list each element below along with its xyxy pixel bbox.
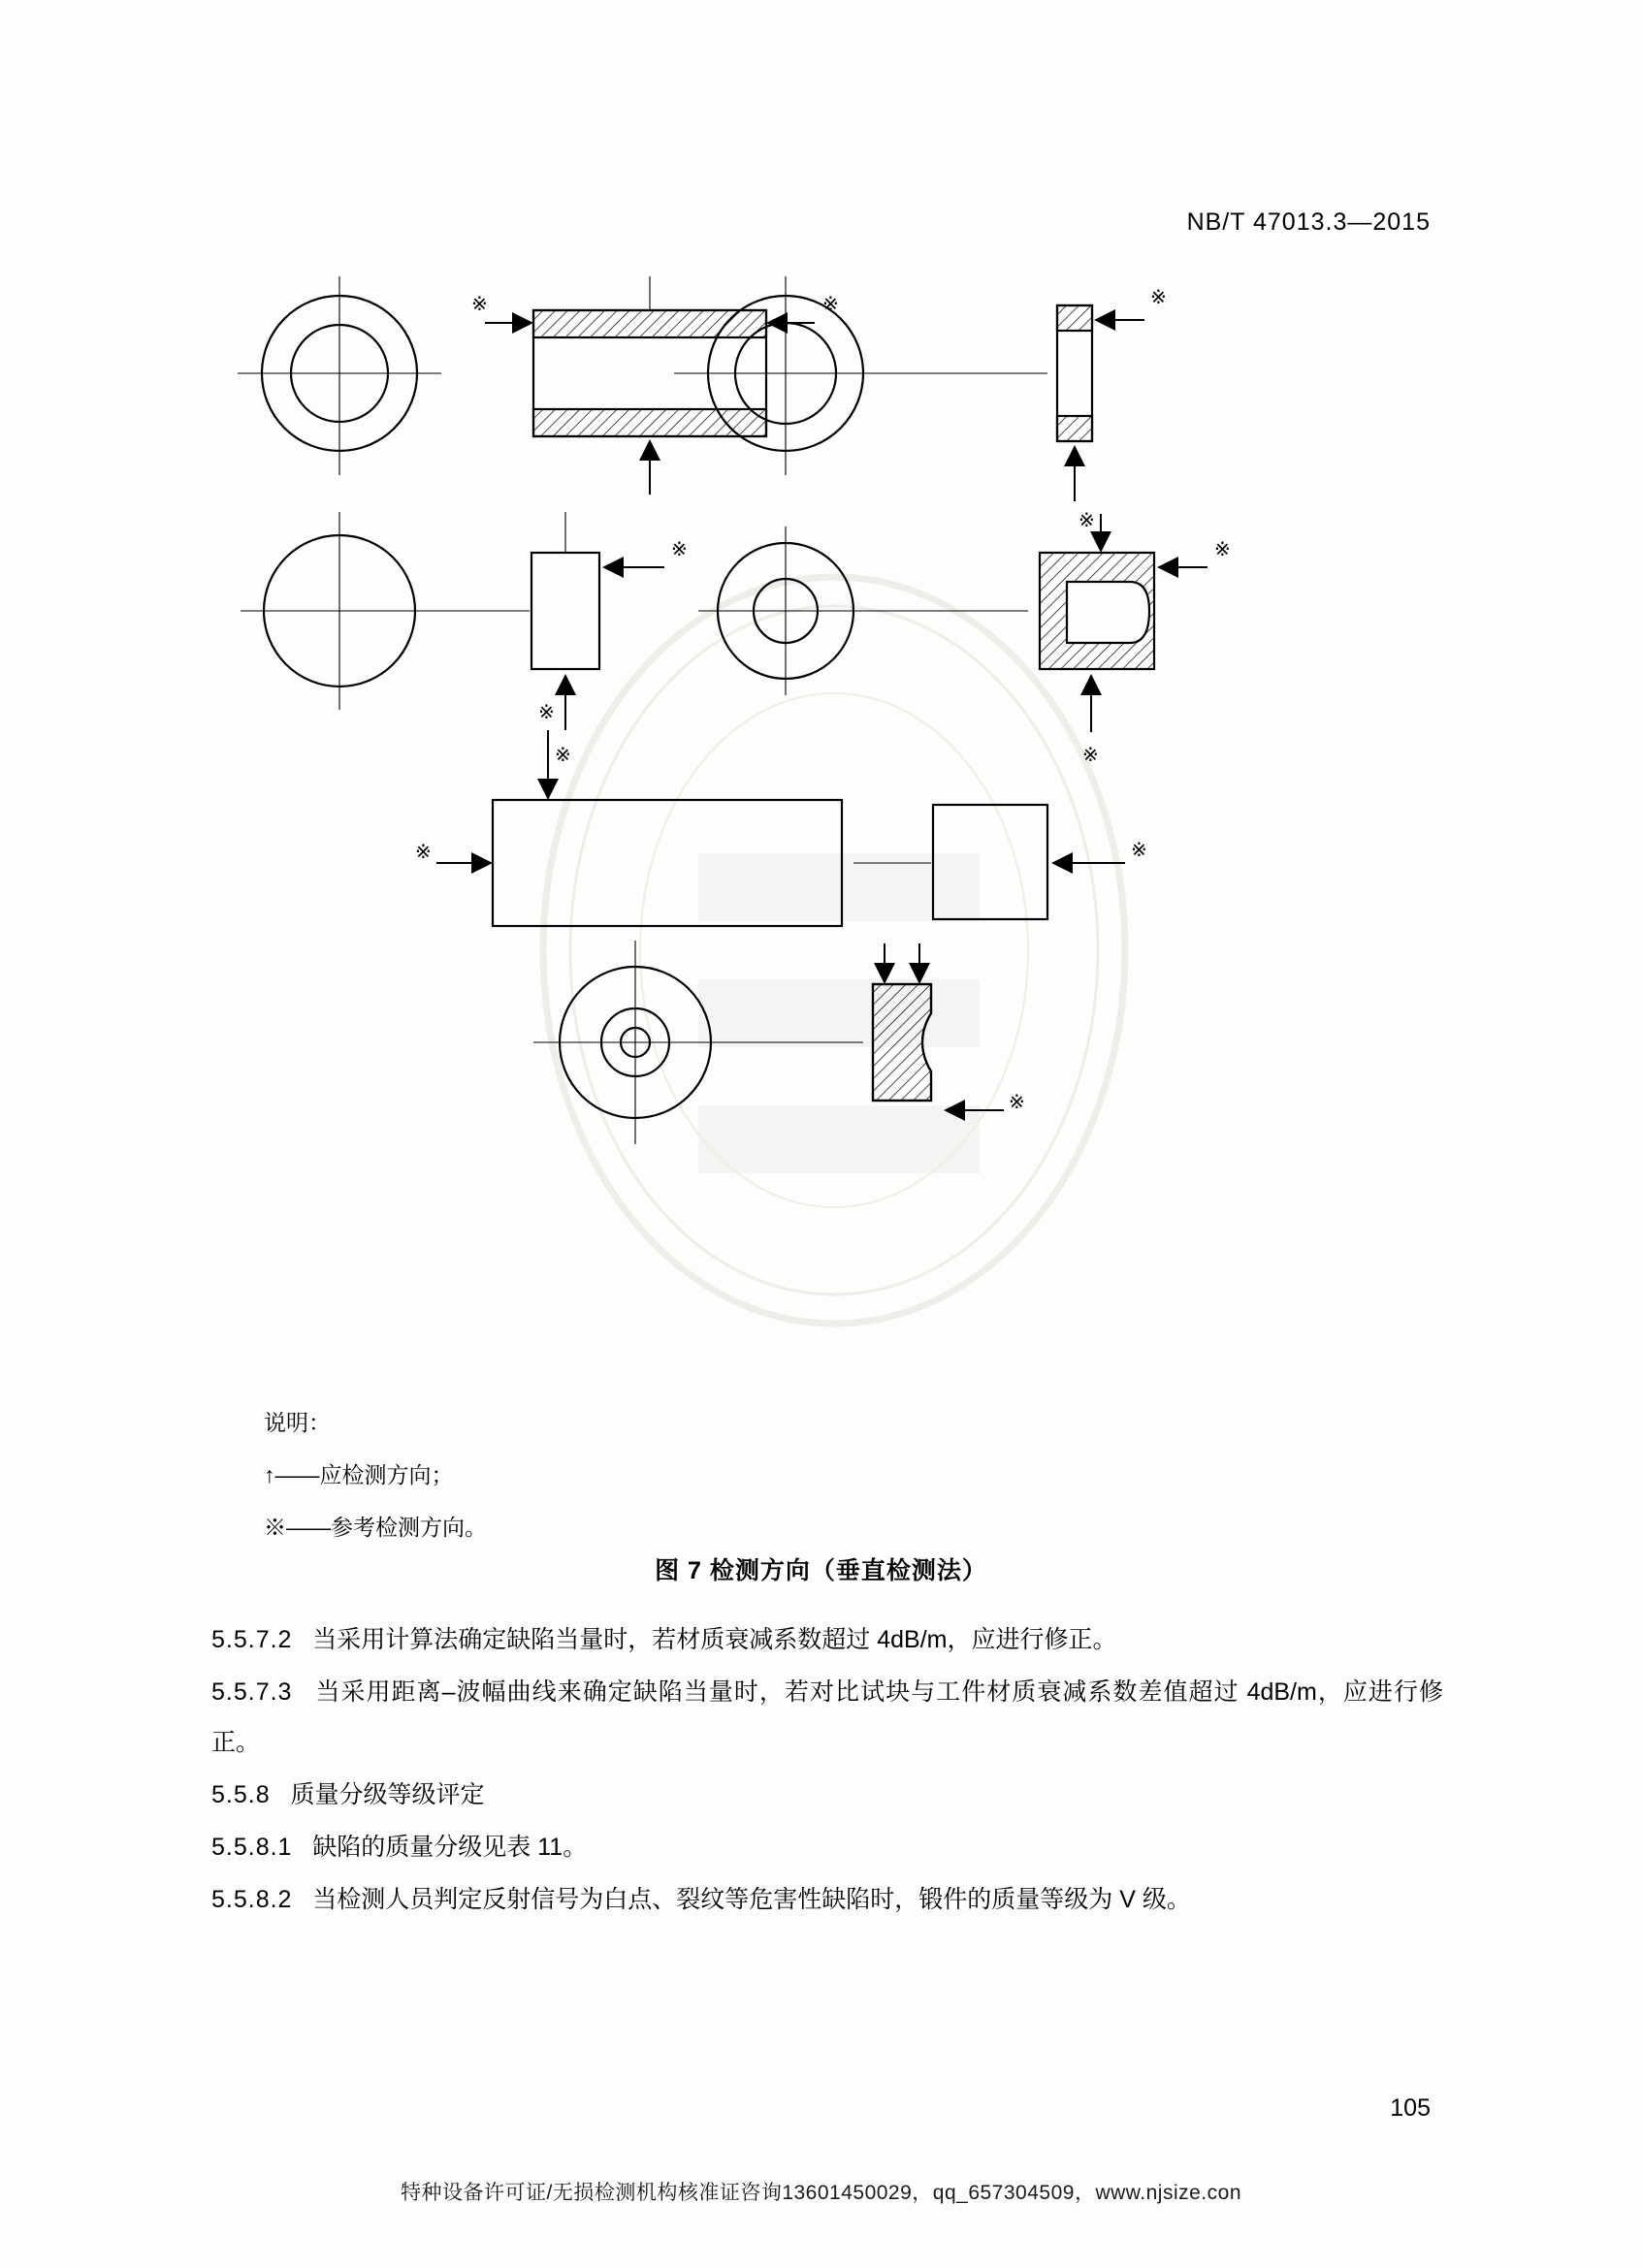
figure-caption: 图 7 检测方向（垂直检测法） xyxy=(655,1557,987,1584)
reference-direction-mark: ※ xyxy=(822,294,839,315)
footer-note: 特种设备许可证/无损检测机构核准证咨询13601450029，qq_657304509，www.njsize.con xyxy=(400,2182,1241,2204)
legend-item-reference: ※——参考检测方向。 xyxy=(264,1515,487,1540)
clause-5-5-8 xyxy=(211,1770,1443,1820)
clause-number: 5.5.7.2 xyxy=(211,1626,293,1653)
reference-direction-mark: ※ xyxy=(1009,1092,1025,1113)
clause-number: 5.5.7.3 xyxy=(211,1678,293,1706)
legend-item-primary: ↑——应检测方向； xyxy=(264,1462,454,1487)
body-text xyxy=(211,1614,1443,1927)
clause-number: 5.5.8 xyxy=(211,1781,271,1808)
figure-legend xyxy=(264,1396,487,1553)
clause-5-5-7-3 xyxy=(211,1667,1443,1768)
reference-direction-mark: ※ xyxy=(471,294,488,315)
reference-direction-mark: ※ xyxy=(1079,510,1095,531)
inspection-direction-diagram xyxy=(194,276,1455,1537)
reference-direction-mark: ※ xyxy=(1131,840,1147,861)
legend-title: 说明： xyxy=(264,1410,331,1435)
clause-5-5-8-1 xyxy=(211,1822,1443,1872)
clause-text: 当采用计算法确定缺陷当量时，若材质衰减系数超过 4dB/m，应进行修正。 xyxy=(312,1626,1117,1653)
clause-number: 5.5.8.2 xyxy=(211,1886,293,1913)
clause-text: 当采用距离–波幅曲线来确定缺陷当量时，若对比试块与工件材质衰减系数差值超过 4dB/m，应进行修正。 xyxy=(211,1678,1444,1756)
reference-direction-mark: ※ xyxy=(538,702,555,723)
clause-text: 质量分级等级评定 xyxy=(290,1781,485,1808)
clause-5-5-8-2 xyxy=(211,1874,1443,1925)
figure-7-drawing xyxy=(194,276,1455,1537)
reference-direction-mark: ※ xyxy=(1150,287,1167,308)
clause-number: 5.5.8.1 xyxy=(211,1834,293,1861)
reference-direction-mark: ※ xyxy=(1214,539,1231,560)
page-number: 105 xyxy=(1390,2094,1431,2122)
reference-direction-mark: ※ xyxy=(555,745,571,766)
clause-text: 缺陷的质量分级见表 11。 xyxy=(312,1834,588,1861)
reference-direction-mark: ※ xyxy=(415,842,432,863)
reference-direction-mark: ※ xyxy=(671,539,688,560)
reference-direction-mark: ※ xyxy=(1082,745,1099,766)
clause-5-5-7-2 xyxy=(211,1614,1443,1665)
clause-text: 当检测人员判定反射信号为白点、裂纹等危害性缺陷时，锻件的质量等级为 V 级。 xyxy=(312,1886,1191,1913)
standard-code-header: NB/T 47013.3—2015 xyxy=(1186,208,1431,236)
